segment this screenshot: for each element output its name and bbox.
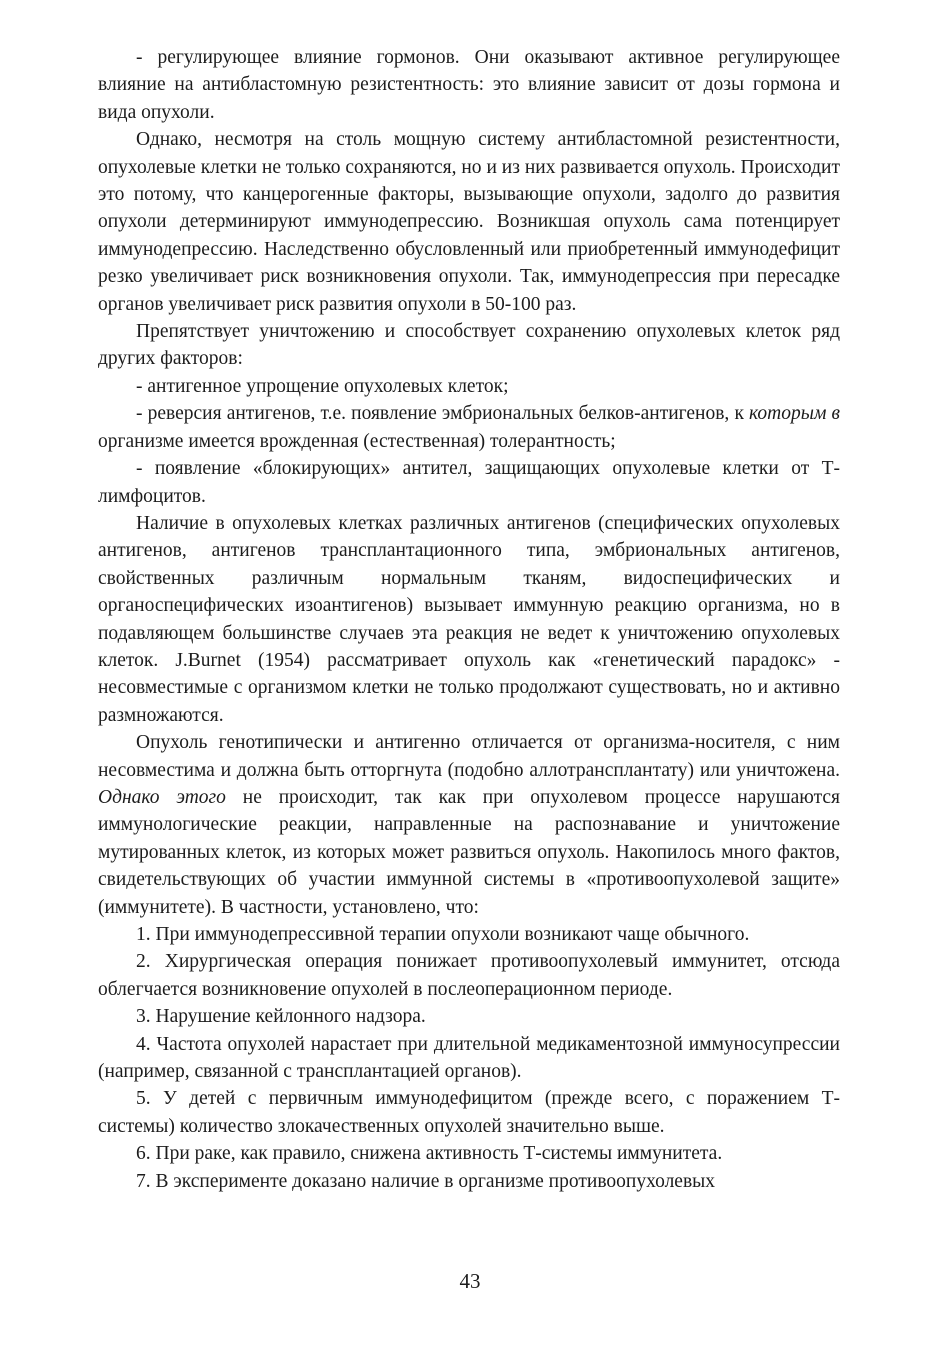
paragraph [98,729,840,921]
paragraph: Однако, несмотря на столь мощную систему антибластомной резистентности, опухолевые клетки не только сохраняются, но и из них развивается опухоль. Происходит это потому, что канцерогенные факторы, вызывающие опухоли, задолго до развития опухоли детерминируют иммунодепрессию. Возникшая опухоль сама потенцирует иммунодепрессию. Наследственно обусловленный или приобретенный иммунодефицит резко увеличивает риск возникновения опухоли. Так, иммунодепрессия при пересадке органов увеличивает риск развития опухоли в 50-100 раз. [98,129,840,315]
paragraph [98,400,840,455]
list-item: 7. В эксперименте доказано наличие в организме противоопухолевых [136,1170,716,1192]
text-run: не происходит, так как при опухолевом процессе нарушаются иммунологические реакции, направленные на распознавание и уничтожение мутированных клеток, из которых может развиться опухоль. Накопилось много фактов, свидетельствующих об участии иммунной системы в «противоопухолевой защите» (иммунитете). В частности, установлено, что: [98,786,840,918]
text-run: Опухоль генотипически и антигенно отличается от организма-носителя, с ним несовместима и должна быть отторгнута (подобно аллотрансплантату) или уничтожена. [98,732,840,781]
text-run: организме имеется врожденная (естественная) толерантность; [98,430,616,452]
paragraph: - регулирующее влияние гормонов. Они оказывают активное регулирующее влияние на антибластомную резистентность: это влияние зависит от дозы гормона и вида опухоли. [98,47,840,123]
list-item: 2. Хирургическая операция понижает противоопухолевый иммунитет, отсюда облегчается возникновение опухолей в послеоперационном периоде. [98,951,840,1000]
italic-text: которым в [749,403,841,425]
paragraph: - появление «блокирующих» антител, защищающих опухолевые клетки от Т-лимфоцитов. [98,458,840,507]
text-run: - реверсия антигенов, т.е. появление эмбриональных белков-антигенов, к [136,403,750,425]
body-text [98,44,840,1195]
paragraph: - антигенное упрощение опухолевых клеток; [136,375,509,397]
list-item: 5. У детей с первичным иммунодефицитом (прежде всего, с поражением Т-системы) количество злокачественных опухолей значительно выше. [98,1088,840,1137]
paragraph: Наличие в опухолевых клетках различных антигенов (специфических опухолевых антигенов, антигенов трансплантационного типа, эмбриональных антигенов, свойственных различным нормальным тканям, видоспецифических и органоспецифических изоантигенов) вызывает иммунную реакцию организма, но в подавляющем большинстве случаев эта реакция не ведет к уничтожению опухолевых клеток. J.Burnet (1954) рассматривает опухоль как «генетический парадокс» - несовместимые с организмом клетки не только продолжают существовать, но и активно размножаются. [98,512,840,726]
list-item: 4. Частота опухолей нарастает при длительной медикаментозной иммуносупрессии (например, связанной с трансплантацией органов). [98,1033,840,1083]
paragraph: Препятствует уничтожению и способствует сохранению опухолевых клеток ряд других факторов: [98,321,840,370]
list-item: 1. При иммунодепрессивной терапии опухоли возникают чаще обычного. [136,924,750,945]
list-item: 3. Нарушение кейлонного надзора. [136,1006,426,1028]
italic-text: Однако этого [98,786,226,808]
list-item: 6. При раке, как правило, снижена активность Т-системы иммунитета. [136,1143,723,1165]
page-number: 43 [459,1269,481,1293]
